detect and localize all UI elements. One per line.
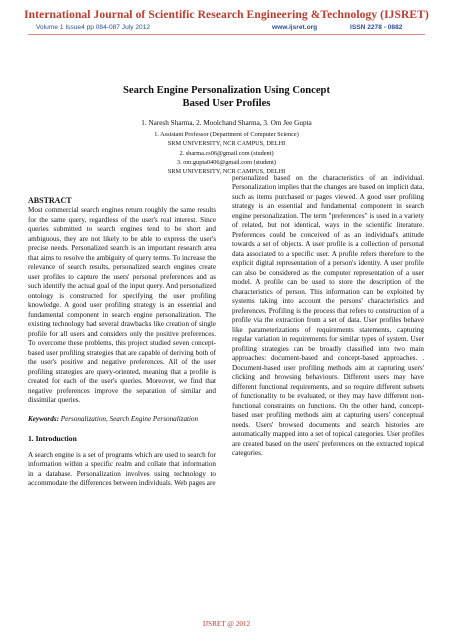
introduction-heading: 1. Introduction [28,434,77,444]
affiliation-line: 1. Assistant Professor (Department of Computer Science) [154,131,299,138]
issue-info: Volume 1 Issue4 pp 084-087 July 2012 [36,24,151,31]
paper-title-line-2: Based User Profiles [182,98,271,109]
right-column [232,174,424,459]
keywords [28,415,216,424]
abstract-text: Most commercial search engines return roughly the same results for the same query, regardless of the user's real interest. Since queries submitted to search engines tend to be short and ambiguous, they are not likely to be able to express the user's precise needs. Personalized search is an important research area that aims to resolve the ambiguity of query terms. To increase the relevance of search results, personalized search engines create user profiles to capture the users' personal preferences and as such identify the actual goal of the input query. And personalized ontology is constructed for specifying the user profiling knowledge. A good user profiling strategy is an essential and fundamental component in search engine personalization. The existing technology had several drawbacks like creation of single profile for all users and considers only the positive preferences. To overcome these problems, this project studied seven concept-based user profiling strategies that are capable of deriving both of the user's positive and negative preferences. All of the user profiling strategies are query-oriented, meaning that a profile is created for each of the user's queries. Moreover, we find that negative preferences improve the separation of similar and dissimilar queries. [28,206,216,405]
left-column [28,174,216,489]
keywords-text: Personalization, Search Engine Personalization [60,414,199,423]
right-column-text: personalized based on the characteristics of an individual. Personalization implies that the changes are based on implicit data, such as items purchased or pages viewed. A good user profiling strategy is an essential and fundamental component in search engine personalization. The term "preferences" is used in a variety of related, but not identical, ways in the scientific literature. Preferences could be conceived of as an individual's attitude towards a set of objects. A user profile is a collection of personal data associated to a specific user. A profile refers therefore to the explicit digital representation of a person's identity. A user profile can also be considered as the computer representation of a user model. A profile can be used to store the description of the characteristics of person. This information can be exploited by systems taking into account the persons' characteristics and preferences. Profiling is the process that refers to construction of a profile via the extraction from a set of data. User profiles behave like parameterizations of requirements statements, capturing regular variation in requirements for similar types of system. User profiling strategies can be broadly classified into two main approaches: document-based and concept-based approaches. . Document-based user profiling methods aim at capturing users' clicking and browsing behaviours. Different users may have different functional requirements, and so require different subsets of functionality to be evaluated, or they may have different non-functional constraints on functions. On the other hand, concept-based user profiling methods aim at capturing users' conceptual needs. Users' browsed documents and search histories are automatically mapped into a set of topical categories. User profiles are created based on the users' preferences on the extracted topical categories. [232,174,424,458]
affiliations [0,130,453,176]
page-footer: IJSRET @ 2012 [202,620,251,628]
abstract-heading: ABSTRACT [28,196,72,205]
header-rule [28,34,425,35]
affiliation-line: 3. om.gupta0406@gmail.com (student) [176,158,276,166]
issn: ISSN 2278 - 0882 [350,24,403,31]
paper-title [0,84,453,110]
journal-title: International Journal of Scientific Research Engineering &Technology (IJSRET) [24,9,429,21]
introduction-text: A search engine is a set of programs which are used to search for information within a specific realm and collate that information in a database. Personalization involves using technology to accommodate the differences between individuals. Web pages are [28,450,216,488]
journal-website: www.ijsret.org [272,24,318,31]
author-list: 1. Naresh Sharma, 2. Moolchand Sharma, 3. Om Jee Gupta [141,119,312,127]
affiliation-line: 2. sharma.cs06@gmail.com (student) [179,149,274,157]
affiliation-line: SRM UNIVERSITY, NCR CAMPUS, DELHI [167,140,286,148]
affiliation-line: SRM UNIVERSITY, NCR CAMPUS, DELHI [167,168,286,176]
paper-title-line-1: Search Engine Personalization Using Concept [123,85,330,96]
keywords-label: Keywords: [28,414,59,423]
